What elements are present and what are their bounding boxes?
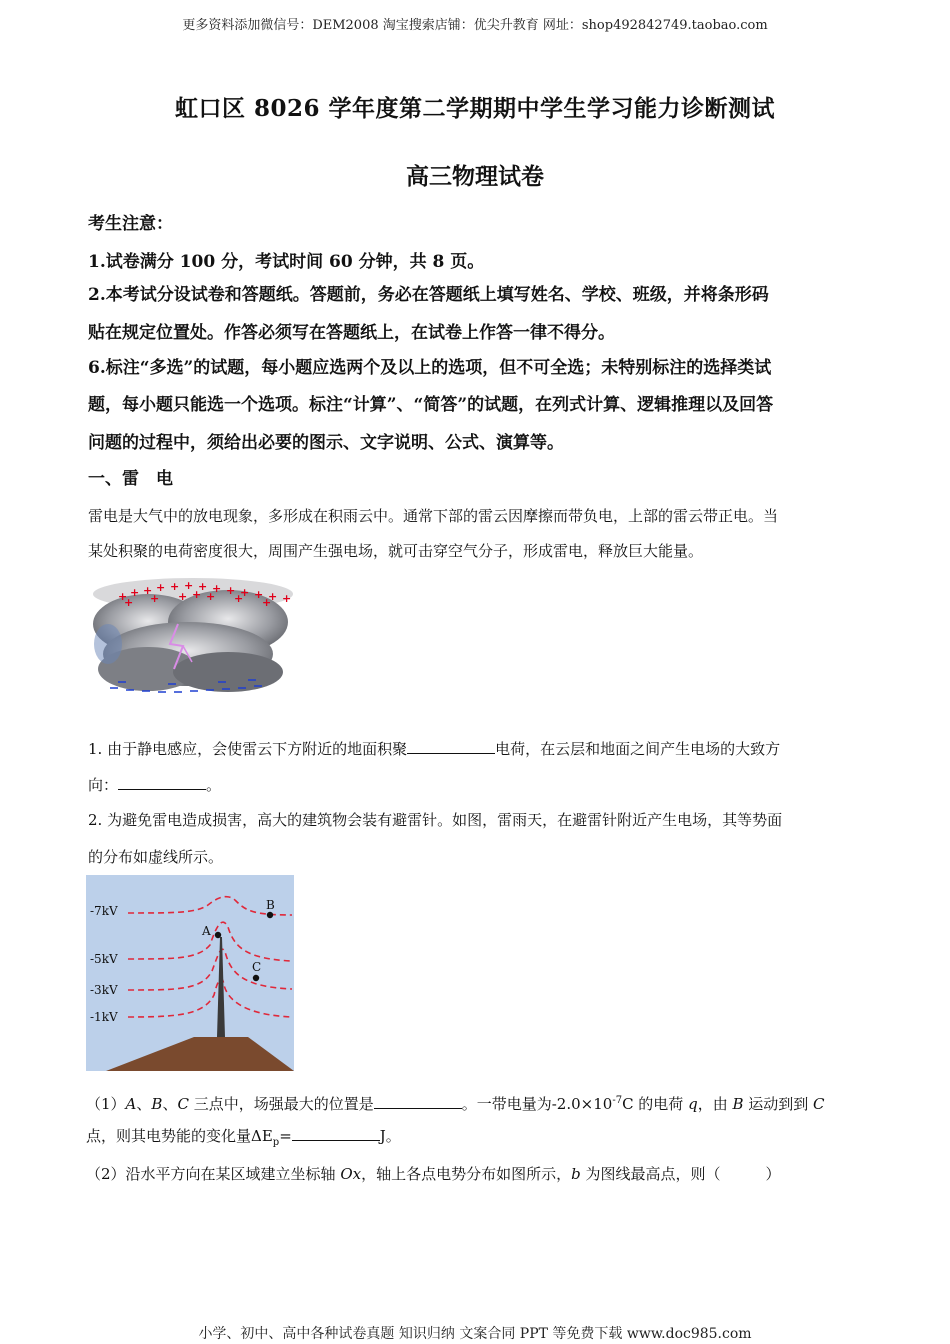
svg-text:+: + [178,590,188,603]
svg-text:+: + [212,582,222,595]
question-2-1-cont: 点，则其电势能的变化量$\Delta E_p= J$。 [86,1127,401,1148]
lightning-rod-figure [86,875,294,1071]
exam-subtitle: 高三物理试卷 [406,163,544,190]
svg-text:+: + [118,590,128,603]
notice-item-1: 1.试卷满分 100 分，考试时间 60 分钟，共 8 页。 [88,252,485,272]
svg-text:+: + [184,579,194,592]
answer-blank-1[interactable] [407,739,495,754]
notice-item-2b: 贴在规定位置处。作答必须写在答题纸上，在试卷上作答一律不得分。 [88,323,615,343]
question-2-line-1: 2. 为避免雷电造成损害，高大的建筑物会装有避雷针。如图，雷雨天，在避雷针附近产生电场，其等势面 [88,811,783,829]
label-neg-5kv: -5kV [90,952,118,966]
section-intro-2: 某处积聚的电荷密度很大，周围产生强电场，就可击穿空气分子，形成雷电，释放巨大能量。 [88,542,704,560]
page-header: 更多资料添加微信号：DEM2008 淘宝搜索店铺：优尖升教育 网址：shop492842749.taobao.com [182,18,768,33]
notice-heading: 考生注意： [88,214,173,234]
svg-text:+: + [254,588,264,601]
thundercloud-figure [88,574,298,704]
point-b-label: B [266,898,275,912]
notice-item-2a: 2.本考试分设试卷和答题纸。答题前，务必在答题纸上填写姓名、学校、班级，并将条形码 [88,285,769,305]
answer-blank-4[interactable] [292,1126,380,1141]
exam-title: 虹口区 8026 学年度第二学期期中学生学习能力诊断测试 [174,95,776,122]
section-intro-1: 雷电是大气中的放电现象，多形成在积雨云中。通常下部的雷云因摩擦而带负电，上部的雷云带正电。当 [88,507,779,525]
svg-text:+: + [130,586,140,599]
question-1: 1. 由于静电感应，会使雷云下方附近的地面积聚 电荷，在云层和地面之间产生电场的大致方 [88,740,781,758]
svg-text:+: + [234,592,244,605]
svg-text:+: + [192,588,202,601]
svg-text:+: + [198,580,208,593]
page-footer: 小学、初中、高中各种试卷真题 知识归纳 文案合同 PPT 等免费下载 www.doc985.com [198,1326,752,1342]
question-2-line-2: 的分布如虚线所示。 [88,848,224,866]
label-neg-1kv: -1kV [90,1010,118,1024]
point-a-label: A [202,924,211,938]
svg-text:+: + [262,596,272,609]
question-2-1: （1）A、B、C 三点中，场强最大的位置是 。一带电量为$-2.0\times 10^{-7}C$ 的电荷 q，由 B 运动到到 C [86,1095,825,1113]
question-2-2: （2）沿水平方向在某区域建立坐标轴 Ox，轴上各点电势分布如图所示，b 为图线最高点，则（ ） [86,1165,781,1183]
svg-text:+: + [170,580,180,593]
svg-text:+: + [150,592,160,605]
svg-text:+: + [206,590,216,603]
svg-text:+: + [124,596,134,609]
point-c-label: C [252,960,262,974]
svg-text:+: + [282,592,292,605]
svg-text:+: + [226,584,236,597]
svg-text:+: + [156,581,166,594]
notice-item-3a: 6.标注“多选”的试题，每小题应选两个及以上的选项，但不可全选；未特别标注的选择类试 [88,358,772,378]
notice-item-3c: 问题的过程中，须给出必要的图示、文字说明、公式、演算等。 [88,433,564,453]
notice-item-3b: 题，每小题只能选一个选项。标注“计算”、“简答”的试题，在列式计算、逻辑推理以及回答 [88,395,774,415]
svg-text:+: + [240,586,250,599]
label-neg-3kv: -3kV [90,983,118,997]
answer-blank-3[interactable] [374,1094,462,1109]
svg-text:+: + [143,584,153,597]
question-1-cont: 向： 。 [88,776,222,794]
label-neg-7kv: -7kV [90,904,118,918]
answer-blank-2[interactable] [118,775,206,790]
section-heading: 一、雷 电 [88,469,173,489]
svg-text:+: + [268,590,278,603]
